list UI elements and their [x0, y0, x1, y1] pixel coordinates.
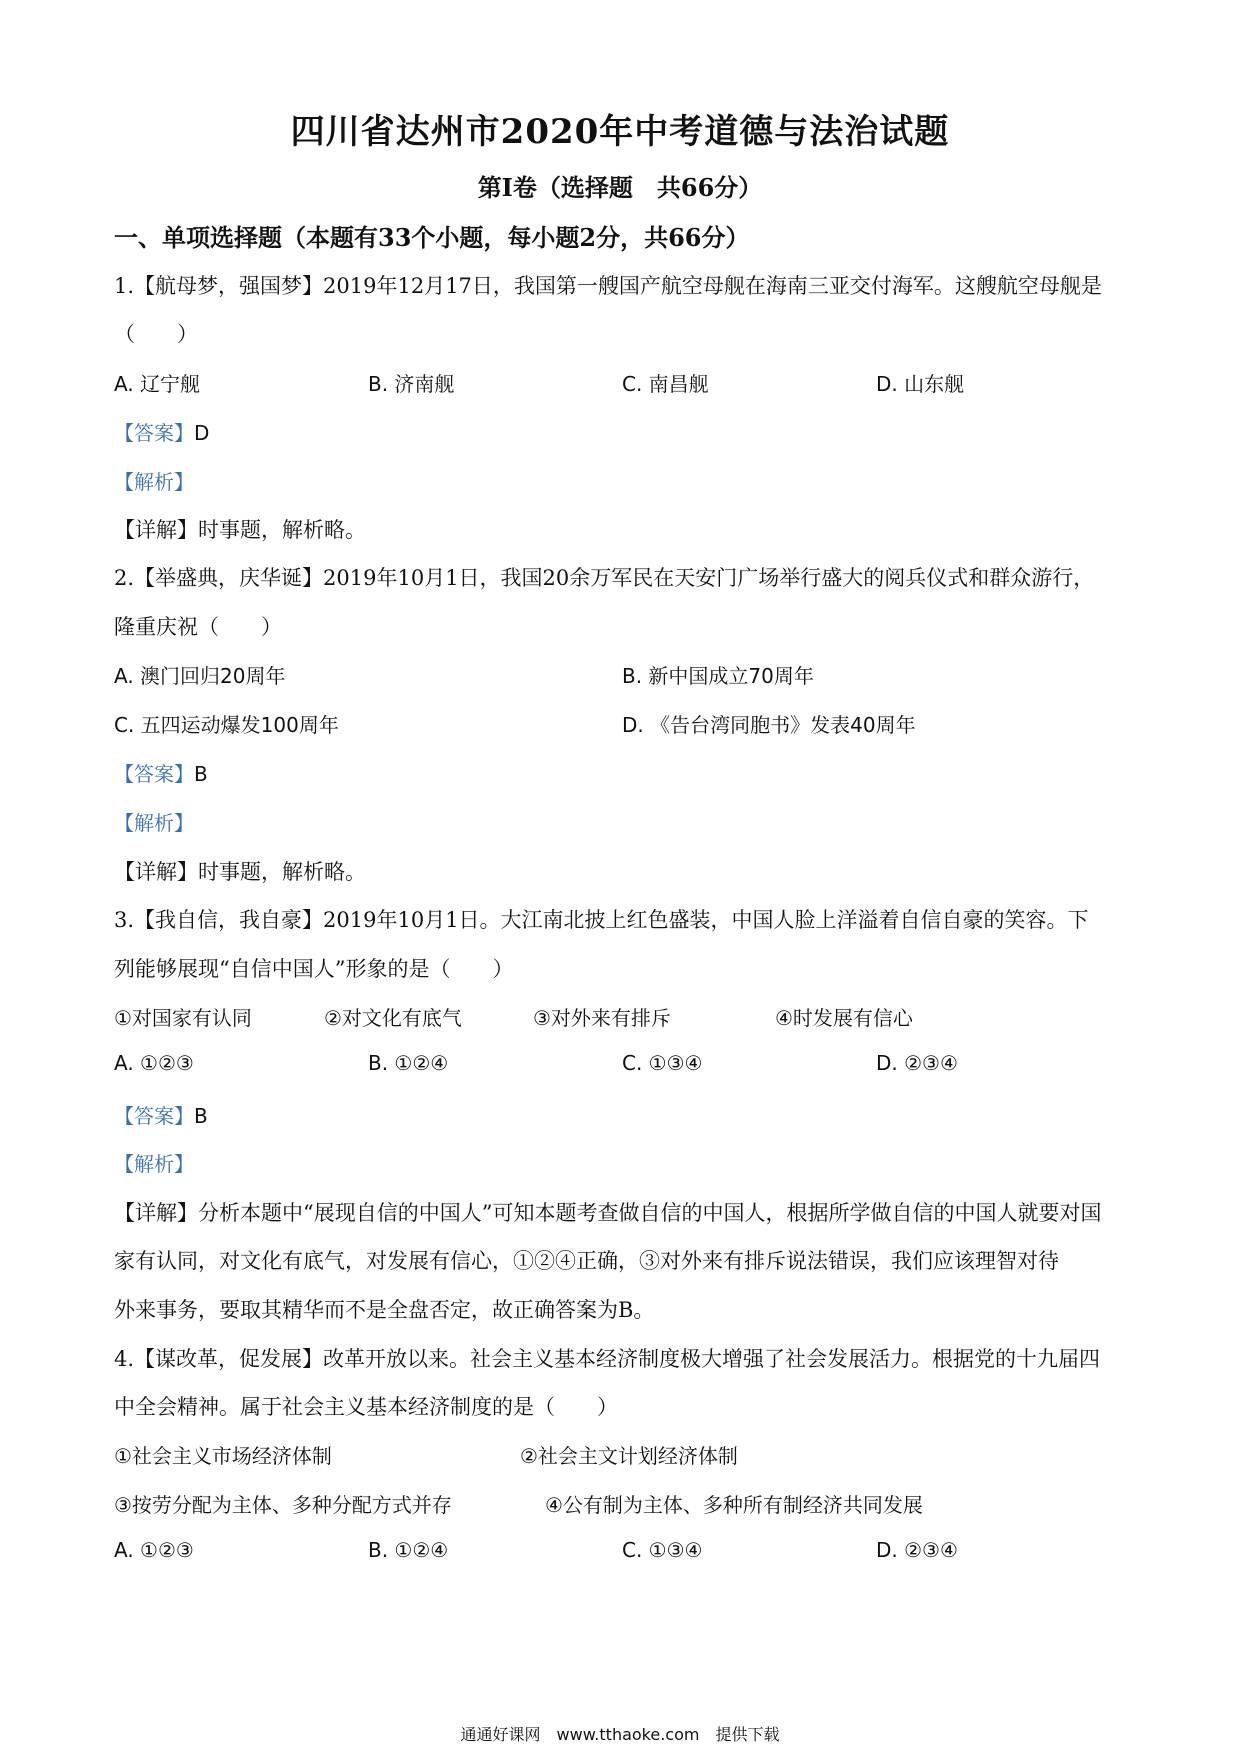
q4-option-a: A. ①②③ — [114, 1538, 194, 1562]
q4-stem-line2: 中全会精神。属于社会主义基本经济制度的是（ ） — [114, 1395, 618, 1419]
q1-stem-line1: 1.【航母梦，强国梦】2019年12月17日，我国第一艘国产航空母舰在海南三亚交付海军。这艘航空母舰是 — [114, 274, 1102, 298]
q1-answer — [114, 417, 209, 446]
q2-answer — [114, 758, 208, 787]
q3-statement-1: ①对国家有认同 — [114, 1006, 252, 1030]
q1-detail: 【详解】时事题，解析略。 — [114, 518, 366, 542]
q3-stem-line1: 3.【我自信，我自豪】2019年10月1日。大江南北披上红色盛装，中国人脸上洋溢着自信自豪的笑容。下 — [114, 908, 1089, 932]
answer-value: D — [194, 421, 210, 445]
q4-statement-4: ④公有制为主体、多种所有制经济共同发展 — [545, 1493, 923, 1517]
page-title: 四川省达州市2020年中考道德与法治试题 — [290, 112, 950, 152]
q1-option-d: D. 山东舰 — [876, 372, 965, 396]
page-footer: 通通好课网 www.tthaoke.com 提供下载 — [460, 1725, 780, 1744]
q3-answer — [114, 1100, 208, 1129]
q3-option-d: D. ②③④ — [876, 1051, 958, 1075]
q4-option-c: C. ①③④ — [622, 1538, 703, 1562]
q3-detail-line2: 家有认同，对文化有底气，对发展有信心，①②④正确，③对外来有排斥说法错误，我们应该理智对待 — [114, 1249, 1059, 1273]
q2-option-a: A. 澳门回归20周年 — [114, 664, 286, 688]
q1-stem-line2: （ ） — [114, 322, 198, 346]
q1-option-c: C. 南昌舰 — [622, 372, 709, 396]
q1-analysis-label: 【解析】 — [114, 470, 194, 494]
q1-option-a: A. 辽宁舰 — [114, 372, 201, 396]
q3-option-b: B. ①②④ — [368, 1051, 449, 1075]
q2-stem-line2: 隆重庆祝（ ） — [114, 615, 282, 639]
q3-option-c: C. ①③④ — [622, 1051, 703, 1075]
q2-option-c: C. 五四运动爆发100周年 — [114, 713, 339, 737]
q3-option-a: A. ①②③ — [114, 1051, 194, 1075]
answer-label: 【答案】 — [114, 421, 194, 445]
q3-statement-3: ③对外来有排斥 — [533, 1006, 671, 1030]
q3-stem-line2: 列能够展现“自信中国人”形象的是（ ） — [114, 957, 514, 981]
q4-statement-2: ②社会主文计划经济体制 — [520, 1444, 738, 1468]
answer-label: 【答案】 — [114, 762, 194, 786]
q2-analysis-label: 【解析】 — [114, 811, 194, 835]
q3-statement-2: ②对文化有底气 — [324, 1006, 462, 1030]
q3-analysis-label: 【解析】 — [114, 1152, 194, 1176]
q4-statement-3: ③按劳分配为主体、多种分配方式并存 — [114, 1493, 452, 1517]
q3-detail-line3: 外来事务，要取其精华而不是全盘否定，故正确答案为B。 — [114, 1298, 655, 1322]
q4-statement-1: ①社会主义市场经济体制 — [114, 1444, 332, 1468]
answer-label: 【答案】 — [114, 1104, 194, 1128]
q3-statement-4: ④时发展有信心 — [775, 1006, 913, 1030]
answer-value: B — [194, 762, 208, 786]
q4-option-d: D. ②③④ — [876, 1538, 958, 1562]
q4-stem-line1: 4.【谋改革，促发展】改革开放以来。社会主义基本经济制度极大增强了社会发展活力。根据党的十九届四 — [114, 1347, 1101, 1371]
q4-option-b: B. ①②④ — [368, 1538, 449, 1562]
q3-detail-line1: 【详解】分析本题中“展现自信的中国人”可知本题考查做自信的中国人，根据所学做自信的中国人就要对国 — [114, 1201, 1102, 1225]
q1-option-b: B. 济南舰 — [368, 372, 455, 396]
section-heading: 一、单项选择题（本题有33个小题，每小题2分，共66分） — [114, 223, 750, 252]
q2-detail: 【详解】时事题，解析略。 — [114, 860, 366, 884]
q2-option-d: D. 《告台湾同胞书》发表40周年 — [622, 713, 916, 737]
q2-option-b: B. 新中国成立70周年 — [622, 664, 814, 688]
answer-value: B — [194, 1104, 208, 1128]
q2-stem-line1: 2.【举盛典，庆华诞】2019年10月1日，我国20余万军民在天安门广场举行盛大的阅兵仪式和群众游行， — [114, 566, 1095, 590]
part-subtitle: 第Ⅰ卷（选择题 共66分） — [477, 173, 763, 202]
